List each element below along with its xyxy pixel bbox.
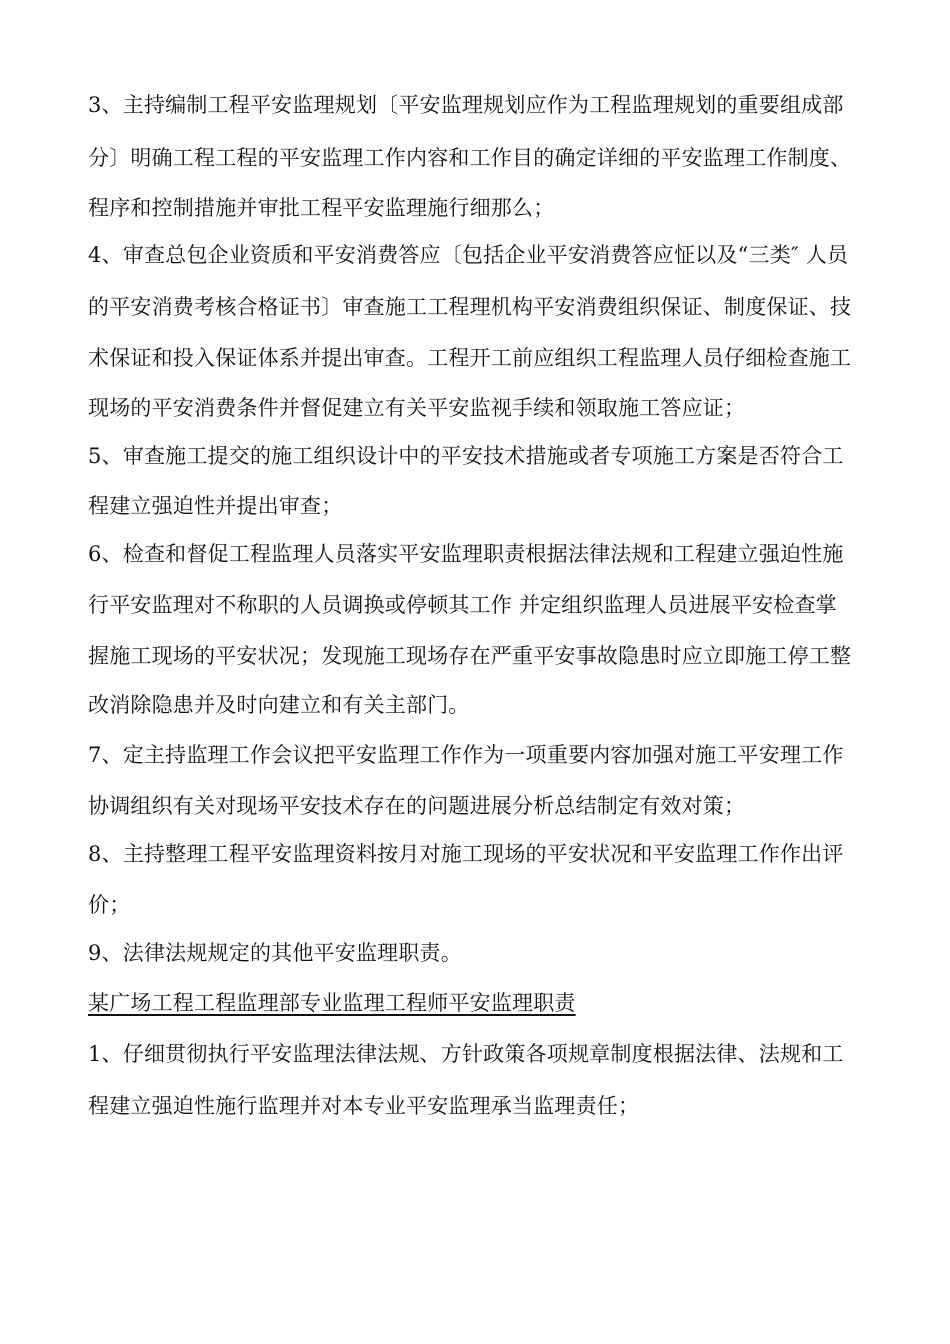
paragraph-after-1-line-2: 程建立强迫性施行监理并对本专业平安监理承当监理责任； [88,1094,640,1118]
paragraph-6-line-1: 6、检查和督促工程监理人员落实平安监理职责根据法律法规和工程建立强迫性施 [88,542,844,566]
paragraph-8-line-1: 8、主持整理工程平安监理资料按月对施工现场的平安状况和平安监理工作作出评 [88,842,844,866]
paragraph-3-line-3: 程序和控制措施并审批工程平安监理施行细那么； [88,196,555,220]
paragraph-7-line-2: 协调组织有关对现场平安技术存在的问题进展分析总结制定有效对策； [88,794,746,818]
paragraph-3-line-1: 3、主持编制工程平安监理规划〔平安监理规划应作为工程监理规划的重要组成部 [88,93,844,117]
paragraph-6-line-4: 改消除隐患并及时向建立和有关主部门。 [88,693,470,717]
paragraph-7-line-1: 7、定主持监理工作会议把平安监理工作作为一项重要内容加强对施工平安理工作 [88,743,844,767]
paragraph-4-line-2: 的平安消费考核合格证书〕审查施工工程理机构平安消费组织保证、制度保证、技 [88,295,852,319]
paragraph-5-line-1: 5、审查施工提交的施工组织设计中的平安技术措施或者专项施工方案是否符合工 [88,444,844,468]
paragraph-5-line-2: 程建立强迫性并提出审查； [88,494,343,518]
paragraph-9-line-1: 9、法律法规规定的其他平安监理职责。 [88,941,462,965]
paragraph-4-line-3: 术保证和投入保证体系并提出审查。工程开工前应组织工程监理人员仔细检查施工 [88,346,852,370]
paragraph-after-1-line-1: 1、仔细贯彻执行平安监理法律法规、方针政策各项规章制度根据法律、法规和工 [88,1042,844,1066]
paragraph-6-line-2: 行平安监理对不称职的人员调换或停顿其工作 并定组织监理人员进展平安检查掌 [88,593,837,617]
paragraph-3-line-2: 分〕明确工程工程的平安监理工作内容和工作目的确定详细的平安监理工作制度、 [88,146,852,170]
paragraph-8-line-2: 价； [88,893,131,917]
paragraph-6-line-3: 握施工现场的平安状况；发现施工现场存在严重平安事故隐患时应立即施工停工整 [88,644,852,668]
section-heading: 某广场工程工程监理部专业监理工程师平安监理职责 [88,991,576,1015]
paragraph-4-line-4: 现场的平安消费条件并督促建立有关平安监视手续和领取施工答应证； [88,396,746,420]
paragraph-4-line-1: 4、审查总包企业资质和平安消费答应〔包括企业平安消费答应怔以及“三类″ 人员 [88,243,849,267]
